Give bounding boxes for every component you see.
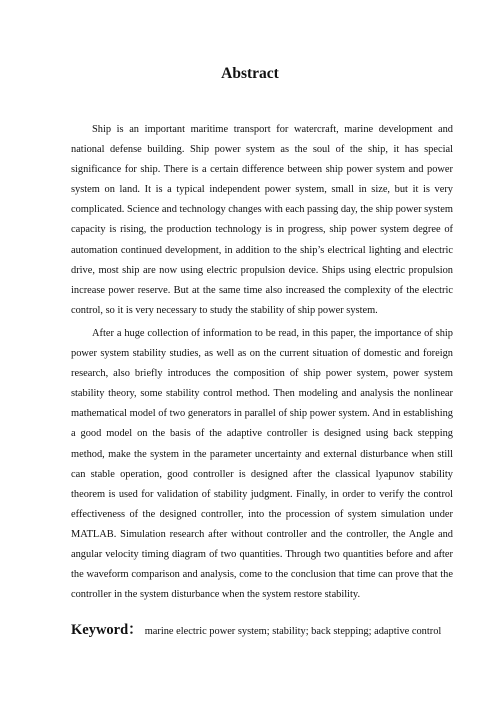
- keywords-line: [71, 618, 461, 639]
- page-title: Abstract: [221, 65, 279, 82]
- keywords-label: Keyword：: [71, 622, 143, 638]
- keywords-text: marine electric power system; stability; back stepping; adaptive control: [144, 626, 442, 637]
- abstract-paragraph-1: Ship is an important maritime transport for watercraft, marine development and national defense building. Ship power system as the soul of the ship, it has special significance for ship. There is a certain difference between ship power system and power system on land. It is a typical independent power system, small in size, but it is very complicated. Science and technology changes with each passing day, the ship power system capacity is rising, the production technology is in progress, ship power system degree of automation continued development, in addition to the ship’s electrical lighting and electric drive, most ship are now using electric propulsion device. Ships using electric propulsion increase power reserve. But at the same time also increased the complexity of the electric control, so it is very necessary to study the stability of ship power system.: [71, 124, 453, 316]
- abstract-paragraph-2: After a huge collection of information to be read, in this paper, the importance of ship power system stability studies, as well as on the current situation of domestic and foreign research, also briefly introduces the composition of ship power system, power system stability theory, some stability control method. Then modeling and analysis the nonlinear mathematical model of two generators in parallel of ship power system. And in establishing a good model on the basis of the adaptive controller is designed using back stepping method, make the system in the parameter uncertainty and external disturbance when still can stable operation, good controller is designed after the classical lyapunov stability theorem is used for validation of stability judgment. Finally, in order to verify the control effectiveness of the designed controller, into the procession of system simulation under MATLAB. Simulation research after without controller and the controller, the Angle and angular velocity timing diagram of two quantities. Through two quantities before and after the waveform comparison and analysis, come to the conclusion that time can prove that the controller in the system disturbance when the system restore stability.: [71, 328, 453, 601]
